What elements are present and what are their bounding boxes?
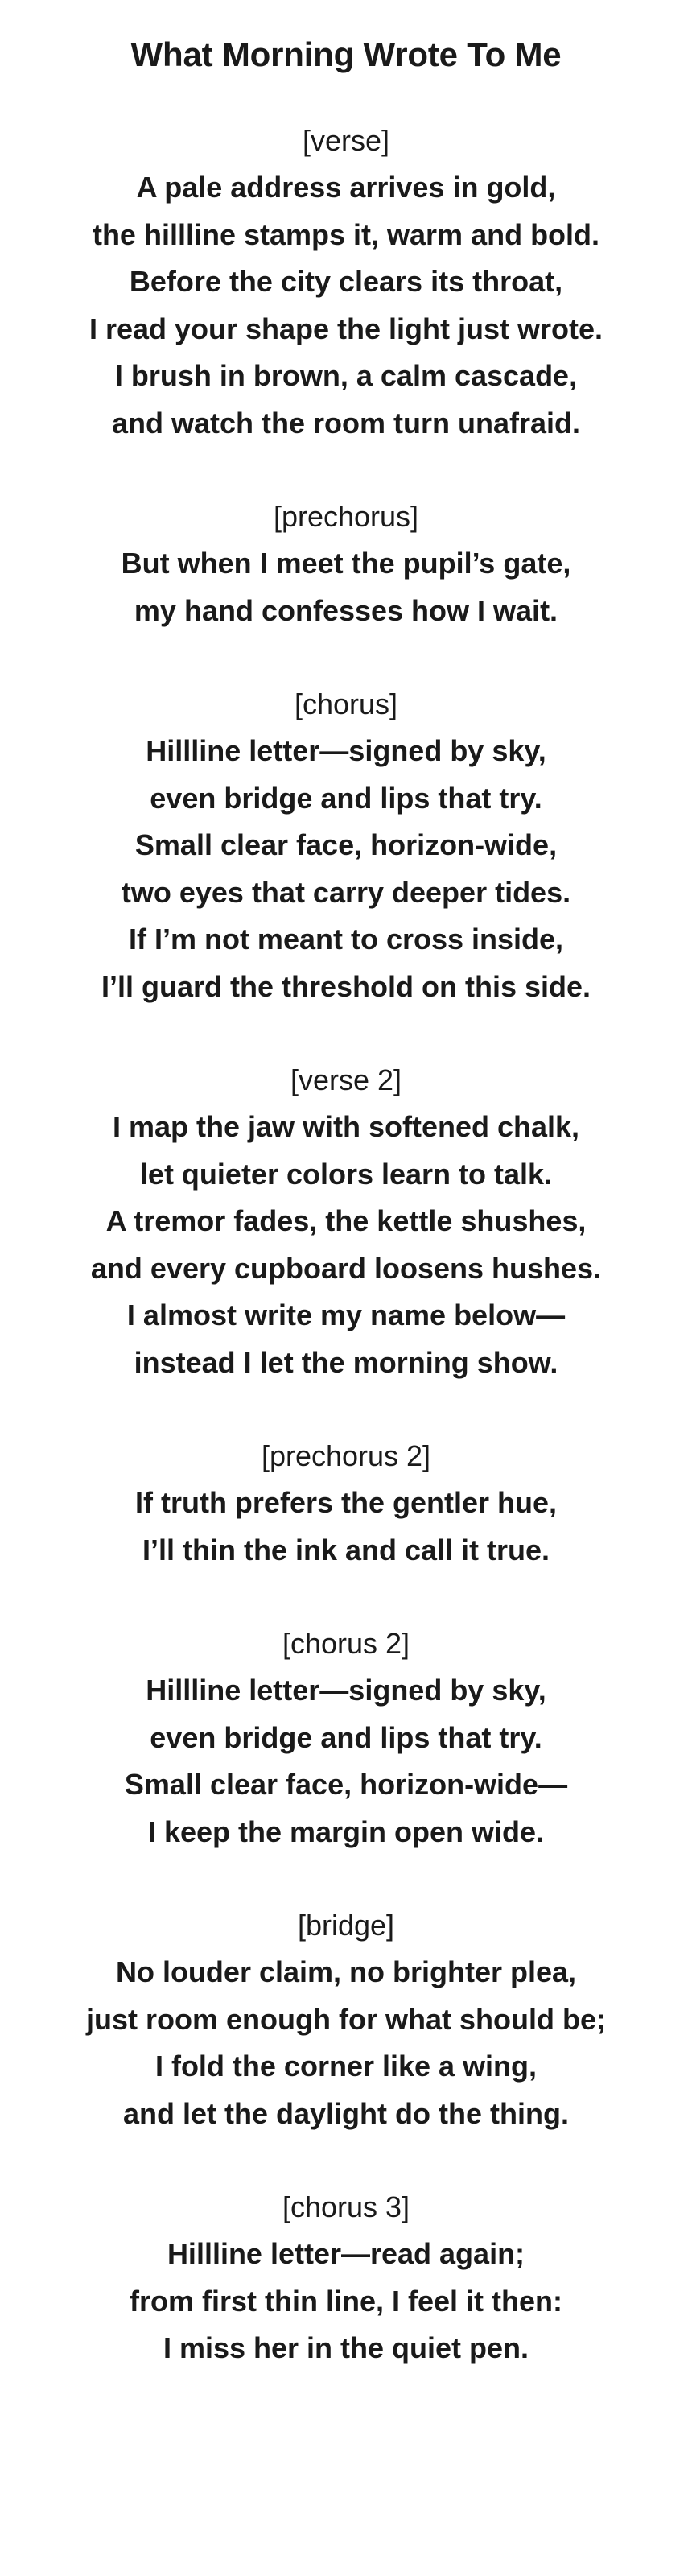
lyric-line: Small clear face, horizon-wide, [134,828,558,861]
section-tag: [chorus] [294,687,398,720]
lyric-line: instead I let the morning show. [134,1345,558,1379]
section-tag: [bridge] [297,1909,395,1942]
lyrics-section [0,493,692,634]
lyrics-section [0,1433,692,1574]
lyric-line: I almost write my name below— [126,1298,566,1331]
lyric-line: I’ll guard the threshold on this side. [101,969,591,1003]
section-tag: [chorus 2] [282,1627,410,1660]
lyric-line: just room enough for what should be; [86,2002,606,2036]
lyric-line: If I’m not meant to cross inside, [128,923,564,956]
lyrics-body [0,118,692,2372]
lyric-line: even bridge and lips that try. [150,1720,542,1754]
lyric-line: even bridge and lips that try. [150,781,542,815]
lyric-line: the hillline stamps it, warm and bold. [92,217,600,251]
lyric-line: I’ll thin the ink and call it true. [142,1533,550,1567]
lyrics-section [0,1902,692,2137]
lyric-line: I miss her in the quiet pen. [163,2331,529,2364]
lyrics-section [0,681,692,1010]
lyric-line: A tremor fades, the kettle shushes, [105,1204,587,1237]
lyrics-section [0,2184,692,2372]
lyric-line: and let the daylight do the thing. [123,2096,569,2130]
song-title: What Morning Wrote To Me [130,35,562,73]
lyrics-section [0,118,692,447]
lyric-line: I brush in brown, a calm cascade, [114,359,578,392]
lyric-line: I read your shape the light just wrote. [89,312,603,345]
lyric-line: and watch the room turn unafraid. [111,406,581,440]
section-tag: [verse 2] [290,1063,402,1096]
lyric-line: I map the jaw with softened chalk, [112,1110,580,1143]
lyric-line: No louder claim, no brighter plea, [115,1955,577,1988]
lyrics-section [0,1620,692,1856]
lyric-line: I keep the margin open wide. [147,1814,545,1848]
section-tag: [verse] [302,124,390,157]
lyric-line: and every cupboard loosens hushes. [90,1251,602,1285]
lyric-line: my hand confesses how I wait. [134,593,558,627]
lyric-line: two eyes that carry deeper tides. [121,875,571,909]
lyric-line: Before the city clears its throat, [129,265,563,298]
lyric-line: let quieter colors learn to talk. [139,1157,553,1191]
lyric-line: Hillline letter—signed by sky, [146,1674,546,1707]
lyrics-section [0,1057,692,1386]
section-tag: [chorus 3] [282,2190,410,2223]
lyric-line: A pale address arrives in gold, [136,171,556,204]
lyric-line: Small clear face, horizon-wide— [124,1768,568,1801]
lyric-line: I fold the corner like a wing, [154,2050,538,2083]
section-tag: [prechorus 2] [261,1439,431,1472]
lyric-line: from first thin line, I feel it then: [129,2284,562,2318]
lyric-line: Hillline letter—signed by sky, [146,734,546,767]
section-tag: [prechorus] [273,500,419,533]
lyric-line: But when I meet the pupil’s gate, [121,547,571,580]
lyric-line: If truth prefers the gentler hue, [134,1486,558,1519]
lyric-line: Hillline letter—read again; [167,2237,525,2270]
